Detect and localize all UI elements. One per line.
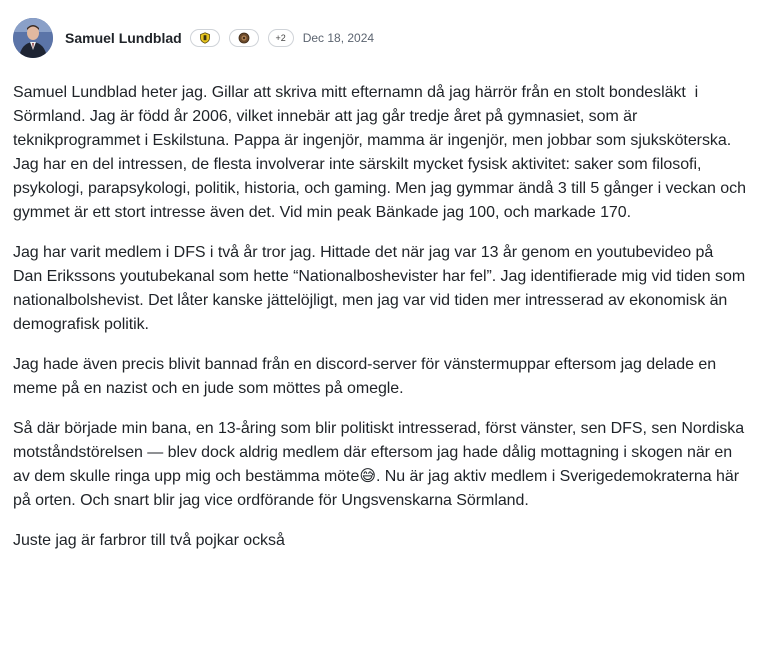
paragraph: Jag hade även precis blivit bannad från en discord-server för vänstermuppar eftersom jag delade en meme på en nazist och en jude som möttes på omegle. bbox=[13, 356, 721, 397]
brown-medal-badge-icon bbox=[238, 32, 250, 44]
post-date: Dec 18, 2024 bbox=[302, 31, 375, 45]
avatar[interactable] bbox=[13, 18, 53, 58]
yellow-shield-badge-icon bbox=[199, 32, 211, 44]
post-header bbox=[13, 17, 746, 59]
paragraph: Samuel Lundblad heter jag. Gillar att skriva mitt efternamn då jag härrör från en stolt bondesläkt i Sörmland. Jag är född år 2006, vilket innebär att jag går tredje året på gymnasiet, som är teknikprogrammet i Eskilstuna. Pappa är ingenjör, mamma är ingenjör, men jobbar som sjuksköterska. Jag har en del intressen, de flesta involverar inte särskilt mycket fysisk aktivitet: saker som filosofi, psykologi, parapsykologi, politik, historia, och gaming. Men jag gymmar ändå 3 till 5 gånger i veckan och gymmet är ett stort intresse även det. Vid min peak Bänkade jag 100, och markade 170. bbox=[13, 84, 751, 221]
badge-medal[interactable] bbox=[229, 29, 259, 47]
paragraph: Juste jag är farbror till två pojkar också bbox=[13, 532, 285, 549]
badge-shield[interactable] bbox=[190, 29, 220, 47]
avatar-portrait-icon bbox=[13, 18, 53, 58]
paragraph: Så där började min bana, en 13-åring som blir politiskt intresserad, först vänster, sen DFS, sen Nordiska motståndstörelsen — blev dock aldrig medlem där eftersom jag hade dålig mottagning i skogen när en av dem skulle ringa upp mig och bestämma möte😅. Nu är jag aktiv medlem i Sverigedemokraterna här på orten. Och snart blir jag vice ordförande för Ungsvenskarna Sörmland. bbox=[13, 420, 749, 509]
more-badges-button[interactable]: +2 bbox=[268, 29, 294, 47]
post-body bbox=[13, 81, 751, 553]
paragraph: Jag har varit medlem i DFS i två år tror jag. Hittade det när jag var 13 år genom en youtubevideo på Dan Erikssons youtubekanal som hette “Nationalboshevister har fel”. Jag identifierade mig vid tiden som nationalbolshevist. Det låter kanske jättelöjligt, men jag var vid tiden mer intresserad av ekonomisk än demografisk politik. bbox=[13, 244, 750, 333]
author-name[interactable]: Samuel Lundblad bbox=[65, 30, 182, 46]
